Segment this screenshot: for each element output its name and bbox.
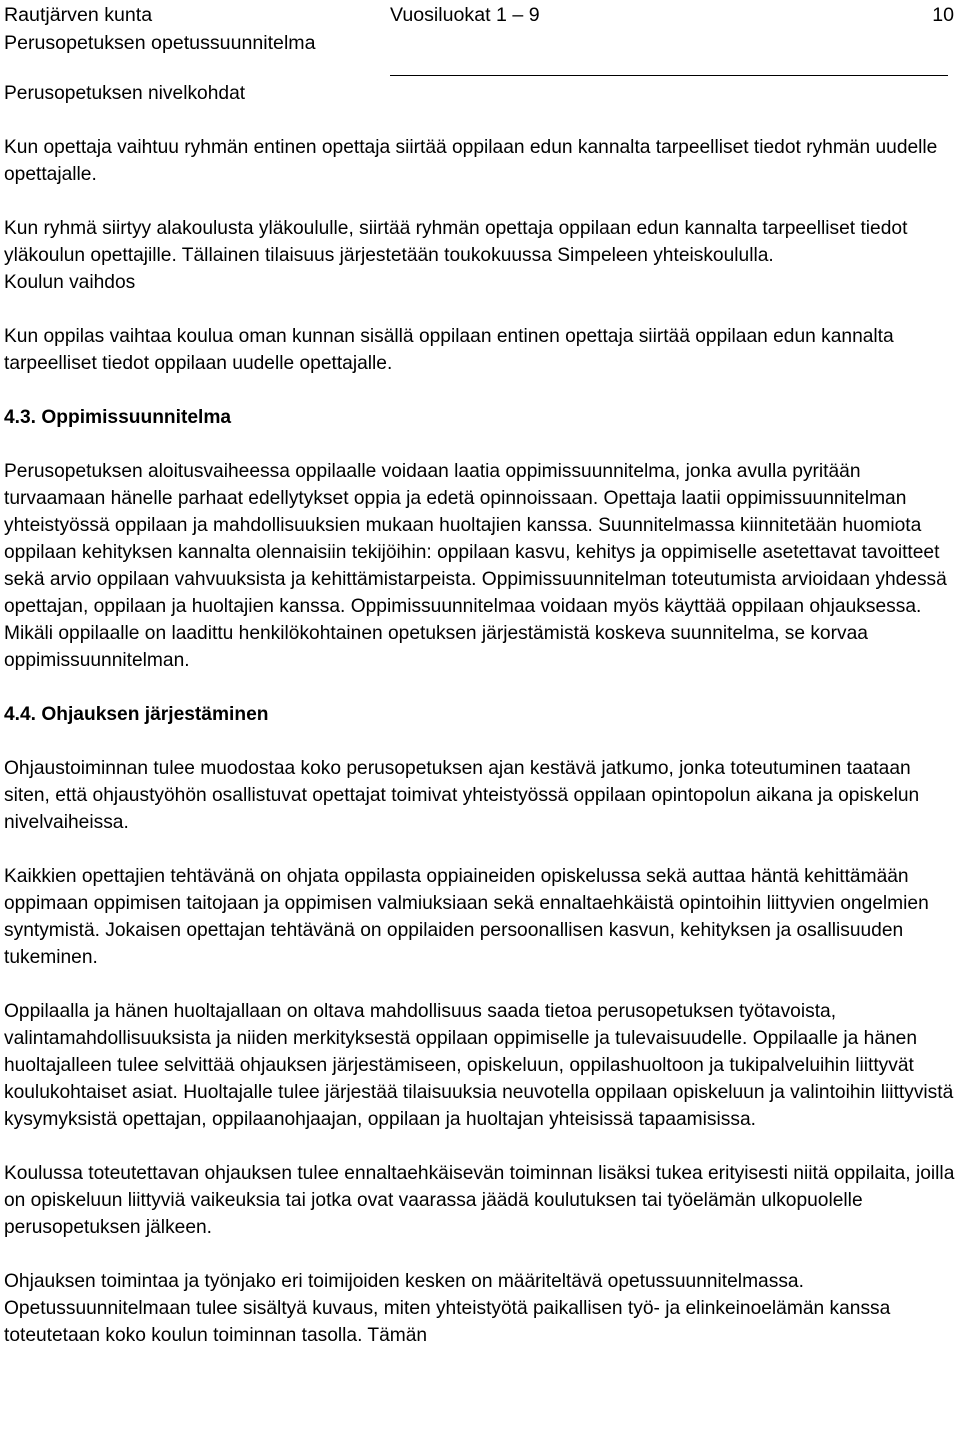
- paragraph-ohjaus-5: Ohjauksen toimintaa ja työnjako eri toimijoiden kesken on määriteltävä opetussuunnitelmassa. Opetussuunnitelmaan tulee sisältyä kuvaus, miten yhteistyötä paikallisen työ- ja elinkeinoelämän kanssa toteutetaan koko koulun toiminnan tasolla. Tämän: [4, 1271, 891, 1346]
- paragraph-ohjaus-4: Koulussa toteutettavan ohjauksen tulee ennaltaehkäisevän toiminnan lisäksi tukea erityisesti niitä oppilaita, joilla on opiskeluun liittyviä vaikeuksia tai jotka ovat vaarassa jäädä koulutuksen tai työelämän ulkopuolelle perusopetuksen jälkeen.: [4, 1163, 955, 1238]
- header-page-number: 10: [932, 4, 954, 26]
- page-header: [4, 0, 958, 66]
- page-content: [4, 80, 958, 1349]
- paragraph-ohjaus-2: Kaikkien opettajien tehtävänä on ohjata oppilasta oppiaineiden opiskelussa sekä auttaa häntä kehittämään oppimaan oppimisen taitojaan ja oppimisen valmiuksiaan sekä ennaltaehkäistä opintoihin liittyvien ongelmien syntymistä. Jokaisen opettajan tehtävänä on oppilaiden persoonallisen kasvun, kehityksen ja osallisuuden tukeminen.: [4, 866, 929, 968]
- paragraph-koulun-vaihdos-1: Kun oppilas vaihtaa koulua oman kunnan sisällä oppilaan entinen opettaja siirtää oppilaan edun kannalta tarpeelliset tiedot oppilaan uudelle opettajalle.: [4, 326, 894, 374]
- paragraph-nivelkohdat-1: Kun opettaja vaihtuu ryhmän entinen opettaja siirtää oppilaan edun kannalta tarpeelliset tiedot ryhmän uudelle opettajalle.: [4, 137, 938, 185]
- paragraph-ohjaus-1: Ohjaustoiminnan tulee muodostaa koko perusopetuksen ajan kestävä jatkumo, jonka toteutuminen taataan siten, että ohjaustyöhön osallistuvat opettajat toimivat yhteistyössä oppilaan opintopolun aikana ja opiskelun nivelvaiheissa.: [4, 758, 920, 833]
- header-top-line: [4, 2, 958, 29]
- paragraph-oppimissuunnitelma-1: Perusopetuksen aloitusvaiheessa oppilaalle voidaan laatia oppimissuunnitelma, jonka avulla pyritään turvaamaan hänelle parhaat edellytykset oppia ja edetä opinnoissaan. Opettaja laatii oppimissuunnitelman yhteistyössä oppilaan ja mahdollisuuksien mukaan huoltajien kanssa. Suunnitelmassa kiinnitetään huomiota oppilaan kehityksen kannalta olennaisiin tekijöihin: oppilaan kasvu, kehitys ja oppimiselle asetettavat tavoitteet sekä arvio oppilaan vahvuuksista ja kehittämistarpeista. Oppimissuunnitelman toteutumista arvioidaan yhdessä opettajan, oppilaan ja huoltajien kanssa. Oppimissuunnitelmaa voidaan myös käyttää oppilaan ohjauksessa. Mikäli oppilaalle on laadittu henkilökohtainen opetuksen järjestämistä koskeva suunnitelma, se korvaa oppimissuunnitelman.: [4, 461, 947, 671]
- document-page: [4, 0, 958, 1346]
- paragraph-ohjaus-3: Oppilaalla ja hänen huoltajallaan on oltava mahdollisuus saada tietoa perusopetuksen työtavoista, valintamahdollisuuksista ja niiden merkityksestä oppilaan oppimiselle ja tulevaisuudelle. Oppilaalle ja hänen huoltajalleen tulee selvittää ohjauksen järjestämiseen, opiskeluun, oppilashuoltoon ja tukipalveluihin liittyvät koulukohtaiset asiat. Huoltajalle tulee järjestää tilaisuuksia neuvotella oppilaan opiskeluun ja valintoihin liittyvistä kysymyksistä opettajan, oppilaanohjaajan, oppilaan ja huoltajan yhteisissä tapaamisissa.: [4, 1001, 954, 1130]
- header-document-subtitle: Perusopetuksen opetussuunnitelma: [4, 32, 316, 54]
- header-organization: Rautjärven kunta: [4, 4, 153, 26]
- paragraph-nivelkohdat-2: Kun ryhmä siirtyy alakoulusta yläkoululle, siirtää ryhmän opettaja oppilaan edun kannalta tarpeelliset tiedot yläkoulun opettajille. Tällainen tilaisuus järjestetään toukokuussa Simpeleen yhteiskoululla.: [4, 218, 908, 266]
- heading-koulun-vaihdos: Koulun vaihdos: [4, 272, 136, 293]
- heading-nivelkohdat: Perusopetuksen nivelkohdat: [4, 83, 246, 104]
- heading-oppimissuunnitelma: 4.3. Oppimissuunnitelma: [4, 407, 232, 428]
- header-rule: [390, 75, 948, 76]
- heading-ohjaus: 4.4. Ohjauksen järjestäminen: [4, 704, 269, 725]
- header-document-title: Vuosiluokat 1 – 9: [390, 4, 540, 26]
